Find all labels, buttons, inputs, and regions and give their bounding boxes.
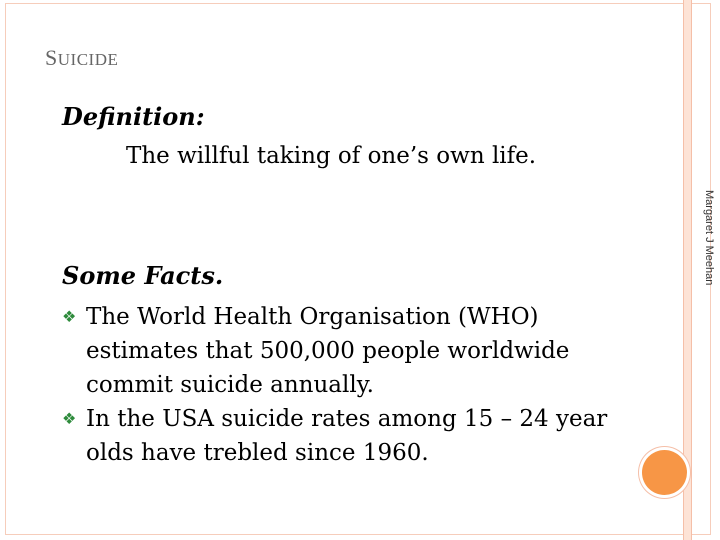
fact-text: The World Health Organisation (WHO) estimates that 500,000 people worldwide commit suicide annually. bbox=[86, 304, 570, 398]
definition-text: The willful taking of one’s own life. bbox=[126, 143, 537, 169]
checkmark-diamond-icon: ❖ bbox=[62, 307, 77, 326]
title-first-letter: S bbox=[45, 45, 58, 70]
slide-number-circle bbox=[642, 450, 687, 495]
checkmark-diamond-icon: ❖ bbox=[62, 409, 77, 428]
side-author: Margaret J Meehan bbox=[703, 190, 715, 286]
definition-heading: Definition: bbox=[62, 102, 205, 131]
title-rest: UICIDE bbox=[57, 50, 119, 69]
facts-heading: Some Facts. bbox=[62, 261, 224, 290]
facts-list bbox=[62, 300, 632, 470]
list-item bbox=[62, 402, 632, 470]
right-decorative-bar bbox=[683, 0, 692, 540]
fact-text: In the USA suicide rates among 15 – 24 year olds have trebled since 1960. bbox=[86, 406, 608, 466]
list-item bbox=[62, 300, 632, 402]
slide-title bbox=[45, 45, 118, 71]
